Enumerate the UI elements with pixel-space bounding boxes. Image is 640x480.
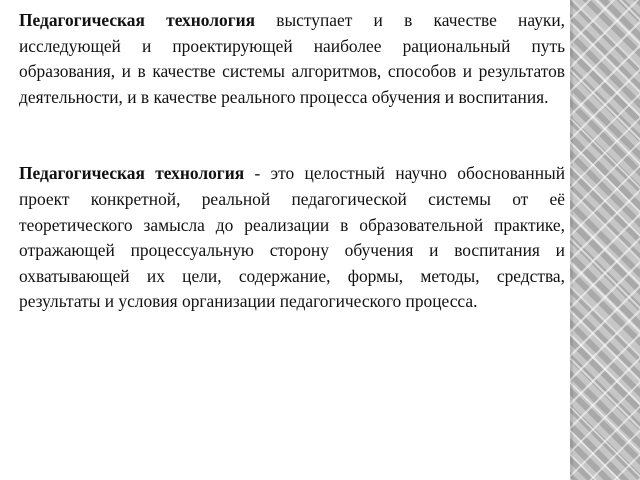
slide-text-area: [19, 8, 565, 315]
definition-text-1: выступает и в качестве науки, исследующей и проектирующей наиболее рациональный путь образования, и в качестве системы алгоритмов, способов и результатов деятельности, и в качестве реального процесса обучения и воспитания.: [19, 10, 565, 107]
definition-paragraph-2: [19, 161, 565, 315]
definition-paragraph-1: [19, 8, 565, 110]
decorative-pattern-strip: [570, 0, 640, 480]
definition-text-2: - это целостный научно обоснованный проект конкретной, реальной педагогической системы от её теоретического замысла до реализации в образовательной практике, отражающей процессуальную сторону обучения и воспитания и охватывающей их цели, содержание, формы, методы, средства, результаты и условия организации педагогического процесса.: [19, 163, 565, 312]
pattern-strip-edge: [570, 0, 573, 480]
definition-term-2: Педагогическая технология: [19, 163, 245, 184]
definition-term-1: Педагогическая технология: [19, 10, 256, 30]
